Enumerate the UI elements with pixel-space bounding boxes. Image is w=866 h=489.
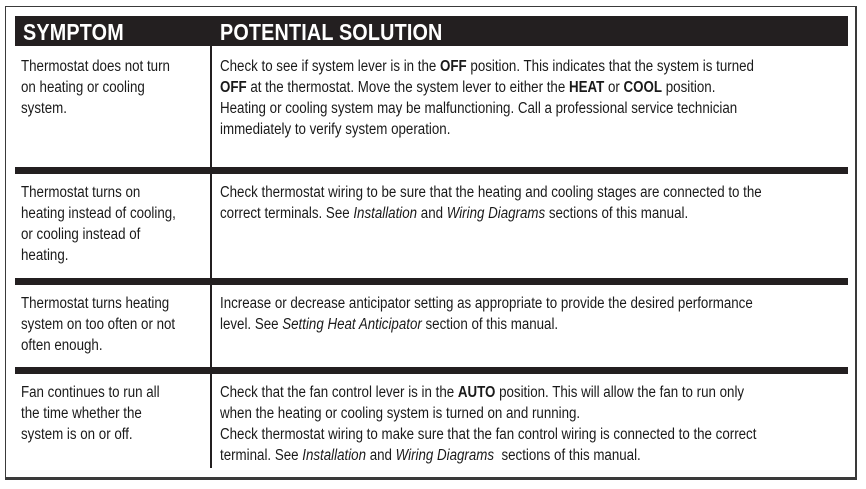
text-run: Check thermostat wiring to be sure that the heating and cooling stages are connected to the <box>220 184 762 201</box>
text-run: correct terminals. See <box>220 205 354 222</box>
table-header <box>15 16 848 46</box>
column-divider <box>210 174 212 278</box>
symptom-line: system is on or off. <box>21 426 133 443</box>
row-separator-bar <box>15 167 848 174</box>
text-run: sections of this manual. <box>545 205 689 222</box>
text-run: and <box>417 205 447 222</box>
text-run: Heating or cooling system may be malfunctioning. Call a professional service technician <box>220 100 738 117</box>
solution-line <box>220 56 754 77</box>
text-run: or <box>604 79 624 96</box>
section-reference: Installation <box>302 447 366 464</box>
solution-line <box>220 382 756 403</box>
column-divider <box>210 374 212 468</box>
bold-term: COOL <box>623 79 663 96</box>
solution-line <box>220 403 756 424</box>
symptom-line: system on too often or not <box>21 316 176 333</box>
symptom-cell <box>21 382 182 445</box>
symptom-line: Thermostat turns on <box>21 184 141 201</box>
solution-line <box>220 119 754 140</box>
symptom-line: or cooling instead of <box>21 226 141 243</box>
text-run: Check thermostat wiring to make sure that the fan control wiring is connected to the correct <box>220 426 757 443</box>
text-run: at the thermostat. Move the system lever to either the <box>246 79 569 96</box>
symptom-line: system. <box>21 100 67 117</box>
text-run: level. See <box>220 316 283 333</box>
symptom-line: heating. <box>21 247 69 264</box>
text-run: when the heating or cooling system is turned on and running. <box>220 405 581 422</box>
header-symptom: SYMPTOM <box>23 19 124 45</box>
header-potential-solution: POTENTIAL SOLUTION <box>220 19 443 45</box>
text-run: position. <box>662 79 716 96</box>
text-run: Check to see if system lever is in the <box>220 58 441 75</box>
solution-line <box>220 293 753 314</box>
text-run: section of this manual. <box>421 316 559 333</box>
symptom-cell <box>21 56 194 119</box>
symptom-line: heating instead of cooling, <box>21 205 176 222</box>
bold-term: HEAT <box>568 79 605 96</box>
section-reference: Setting Heat Anticipator <box>282 316 422 333</box>
solution-line <box>220 445 756 466</box>
text-run: Check that the fan control lever is in the <box>220 384 458 401</box>
solution-cell <box>220 182 850 224</box>
column-divider <box>210 285 212 367</box>
text-run: Increase or decrease anticipator setting as appropriate to provide the desired performance <box>220 295 753 312</box>
solution-cell <box>220 293 840 335</box>
section-reference: Wiring Diagrams <box>395 447 495 464</box>
text-run: immediately to verify system operation. <box>220 121 451 138</box>
solution-cell <box>220 382 844 466</box>
symptom-line: on heating or cooling <box>21 79 145 96</box>
row-separator-bar <box>15 278 848 285</box>
symptom-cell <box>21 182 201 266</box>
text-run: position. This will allow the fan to run only <box>495 384 745 401</box>
solution-cell <box>220 56 841 140</box>
solution-line <box>220 203 762 224</box>
section-reference: Installation <box>353 205 418 222</box>
solution-line <box>220 314 753 335</box>
solution-line <box>220 424 756 445</box>
text-run: and <box>365 447 396 464</box>
solution-line <box>220 182 762 203</box>
symptom-line: Thermostat does not turn <box>21 58 170 75</box>
section-reference: Wiring Diagrams <box>446 205 546 222</box>
symptom-line: often enough. <box>21 337 103 354</box>
bold-term: OFF <box>220 79 247 96</box>
text-run: position. This indicates that the system is turned <box>466 58 754 75</box>
row-separator-bar <box>15 367 848 374</box>
text-run: sections of this manual. <box>494 447 641 464</box>
symptom-cell <box>21 293 200 356</box>
column-divider <box>210 46 212 167</box>
solution-line <box>220 77 754 98</box>
bold-term: AUTO <box>457 384 496 401</box>
symptom-line: Fan continues to run all <box>21 384 160 401</box>
symptom-line: Thermostat turns heating <box>21 295 170 312</box>
bold-term: OFF <box>440 58 467 75</box>
text-run: terminal. See <box>220 447 303 464</box>
symptom-line: the time whether the <box>21 405 142 422</box>
solution-line <box>220 98 754 119</box>
